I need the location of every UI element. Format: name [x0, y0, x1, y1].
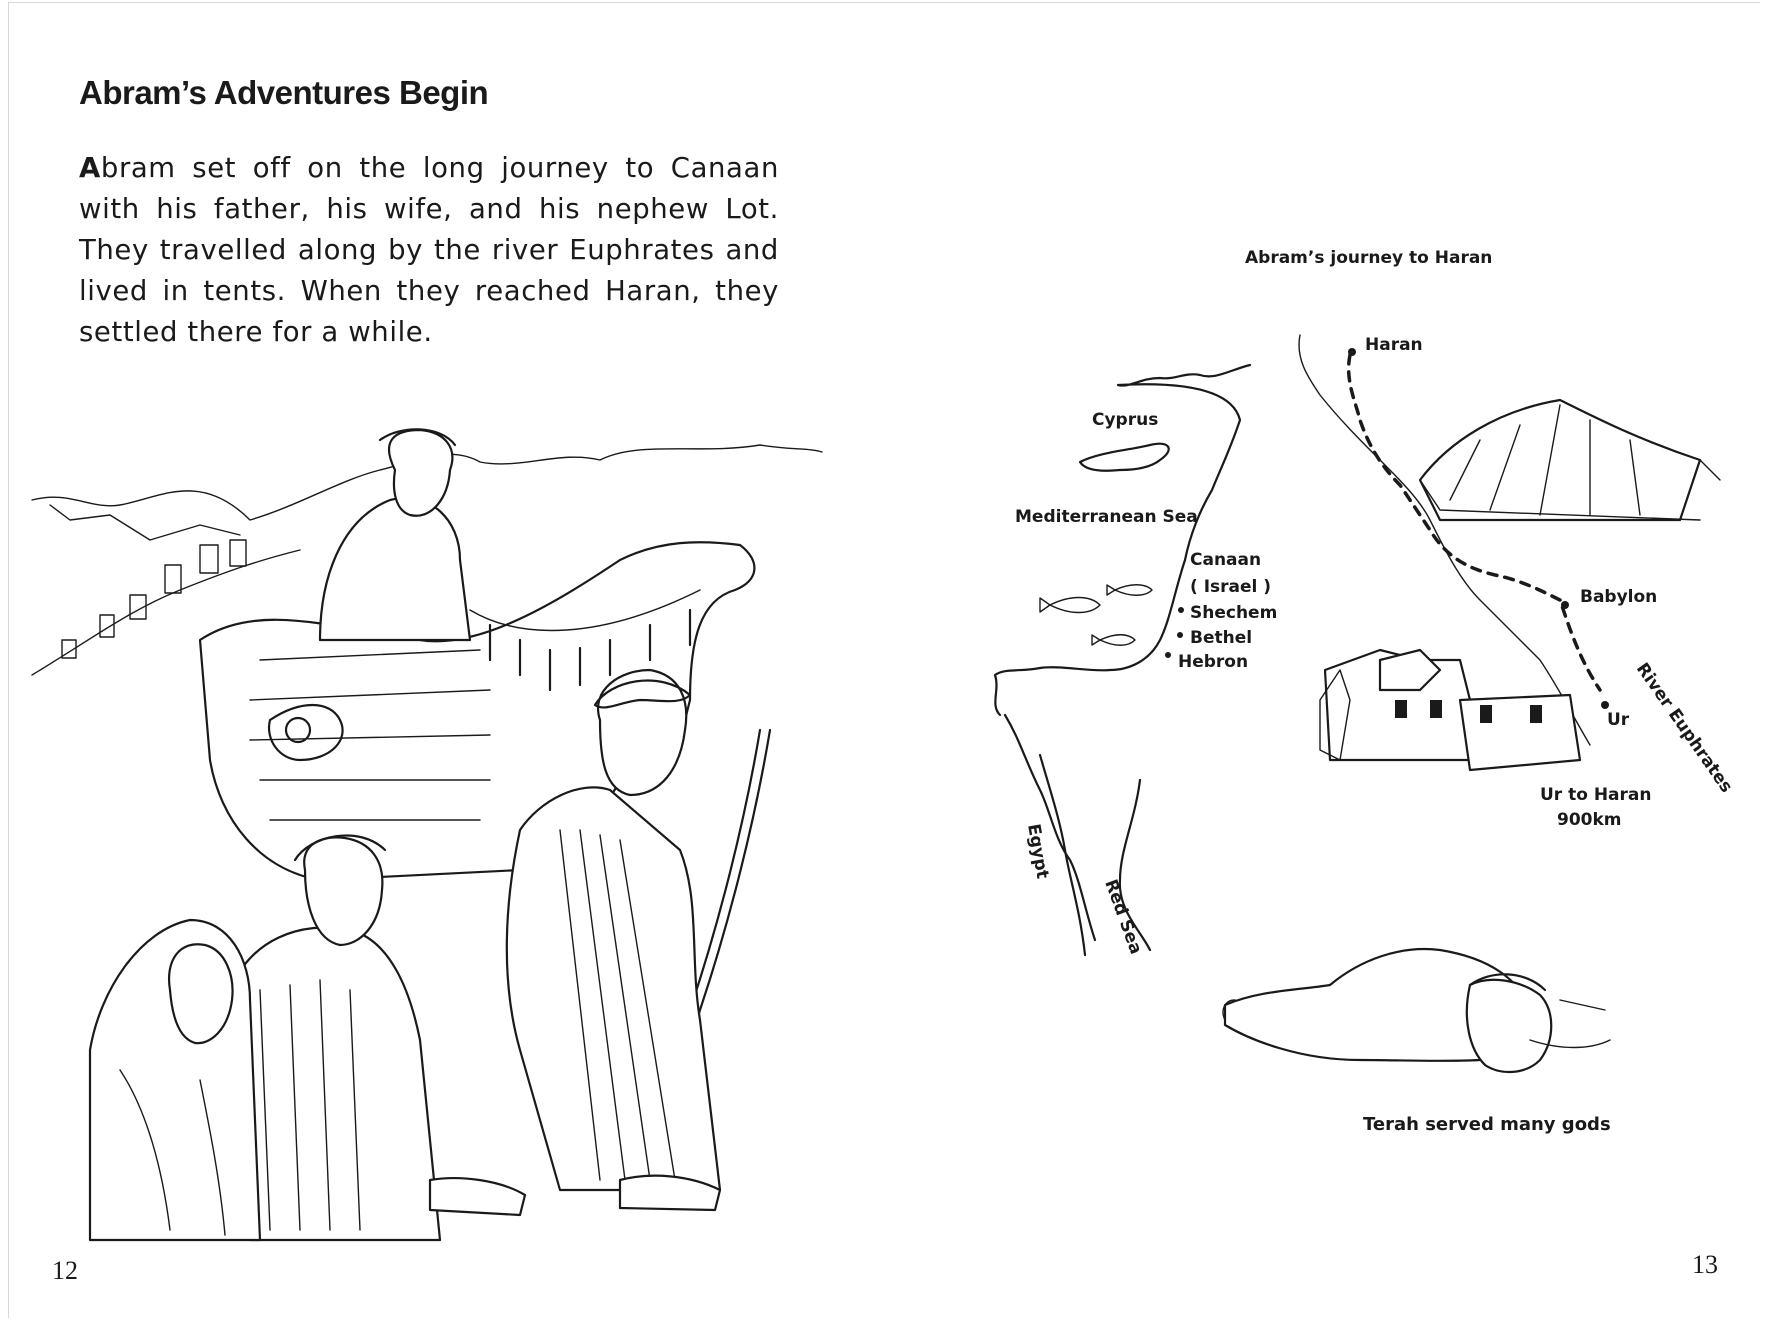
label-mediterranean-sea: Mediterranean Sea	[1015, 507, 1198, 527]
label-babylon: Babylon	[1580, 587, 1658, 607]
label-shechem: Shechem	[1190, 603, 1278, 623]
bethel-marker	[1177, 632, 1183, 638]
tent-icon	[1420, 400, 1720, 520]
label-haran: Haran	[1365, 335, 1423, 355]
cyprus-island	[1080, 444, 1169, 471]
label-israel: ( Israel )	[1190, 577, 1272, 597]
map-title: Abram’s journey to Haran	[1245, 248, 1493, 268]
label-ur: Ur	[1607, 710, 1630, 730]
page-number-left: 12	[52, 1256, 78, 1285]
terah-praying-figure	[1223, 949, 1610, 1072]
drop-cap: A	[79, 152, 101, 184]
label-cyprus: Cyprus	[1092, 410, 1159, 430]
ur-marker	[1601, 701, 1609, 709]
ur-city-icon	[1320, 650, 1580, 770]
shechem-marker	[1178, 607, 1184, 613]
page-title: Abram’s Adventures Begin	[79, 74, 489, 111]
label-distance-2: 900km	[1557, 810, 1622, 830]
label-egypt: Egypt	[1023, 822, 1053, 881]
caption-terah: Terah served many gods	[1363, 1114, 1611, 1135]
label-red-sea: Red Sea	[1100, 876, 1146, 957]
label-canaan: Canaan	[1190, 550, 1262, 570]
label-hebron: Hebron	[1178, 652, 1249, 672]
page-number-right: 13	[1692, 1250, 1718, 1279]
intro-body: bram set off on the long journey to Canaan with his father, his wife, and his nephew Lot. They travelled along by the river Euphrates and lived in tents. When they reached Haran, they settled there for a while.	[79, 152, 779, 348]
label-bethel: Bethel	[1190, 628, 1253, 648]
babylon-marker	[1561, 601, 1569, 609]
hebron-marker	[1165, 652, 1171, 658]
haran-marker	[1348, 348, 1356, 356]
fish-icons	[1040, 585, 1152, 646]
label-distance-1: Ur to Haran	[1540, 785, 1652, 805]
label-river-euphrates: River Euphrates	[1631, 659, 1737, 797]
